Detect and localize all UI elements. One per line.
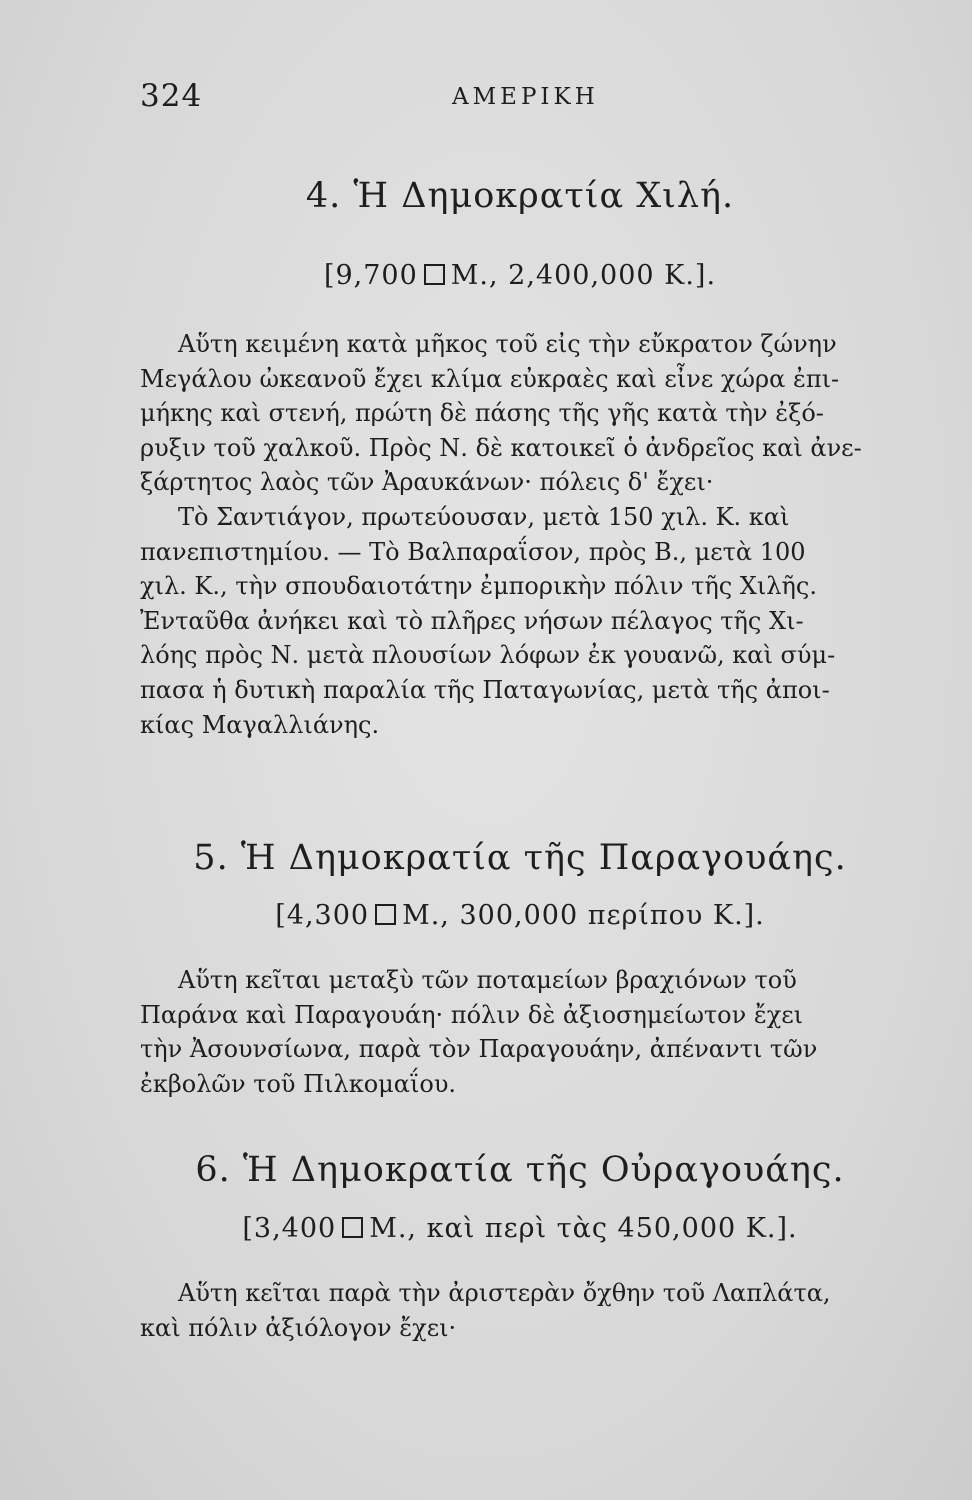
square-miles-icon: [375, 904, 396, 925]
text-line: κίας Μαγαλλιάνης.: [140, 710, 380, 739]
section-text-chile: [140, 327, 900, 742]
text-line: λόης πρὸς Ν. μετὰ πλουσίων λόφων ἐκ γουανῶ, καὶ σύμ-: [140, 641, 836, 670]
page-number: 324: [140, 78, 203, 114]
stats-area: [9,700: [323, 260, 418, 291]
stats-population: Μ., 2,400,000 Κ.].: [450, 260, 717, 291]
text-line: ρυξιν τοῦ χαλκοῦ. Πρὸς Ν. δὲ κατοικεῖ ὁ ἀνδρεῖος καὶ ἀνε-: [140, 433, 862, 462]
text-line: τὴν Ἀσουνσίωνα, παρὰ τὸν Παραγουάην, ἀπέναντι τῶν: [140, 1035, 818, 1064]
section-stats-uruguay: [140, 1213, 900, 1244]
text-line: Αὕτη κεῖται μεταξὺ τῶν ποταμείων βραχιόνων τοῦ: [178, 966, 797, 994]
running-title: ΑΜΕΡΙΚΗ: [452, 84, 599, 110]
section-text-uruguay: [140, 1276, 900, 1345]
text-line: Μεγάλου ὠκεανοῦ ἔχει κλίμα εὐκραὲς καὶ εἶνε χώρα ἐπι-: [140, 364, 840, 393]
text-line: Αὕτη κεῖται παρὰ τὴν ἀριστερὰν ὄχθην τοῦ Λαπλάτα,: [178, 1279, 831, 1307]
text-line: Αὕτη κειμένη κατὰ μῆκος τοῦ εἰς τὴν εὔκρατον ζώνην: [178, 330, 837, 358]
section-stats-paraguay: [140, 900, 900, 931]
stats-population: Μ., καὶ περὶ τὰς 450,000 Κ.].: [369, 1213, 798, 1244]
running-head: [140, 78, 900, 118]
stats-area: [3,400: [242, 1213, 337, 1244]
text-line: ξάρτητος λαὸς τῶν Ἀραυκάνων· πόλεις δ' ἔχει·: [140, 468, 714, 497]
stats-area: [4,300: [275, 900, 370, 931]
square-miles-icon: [424, 264, 445, 285]
text-line: πασα ἡ δυτικὴ παραλία τῆς Παταγωνίας, μετὰ τῆς ἀποι-: [140, 675, 830, 704]
text-line: καὶ πόλιν ἀξιόλογον ἔχει·: [140, 1313, 457, 1342]
text-line: Ἐνταῦθα ἀνήκει καὶ τὸ πλῆρες νήσων πέλαγος τῆς Χι-: [140, 606, 804, 635]
text-line: ἐκβολῶν τοῦ Πιλκομαΐου.: [140, 1069, 457, 1098]
section-text-paraguay: [140, 963, 900, 1101]
section-heading-paraguay: 5. Ἡ Δημοκρατία τῆς Παραγουάης.: [193, 838, 847, 878]
text-line: μήκης καὶ στενή, πρώτη δὲ πάσης τῆς γῆς κατὰ τὴν ἐξό-: [140, 399, 824, 428]
text-line: πανεπιστημίου. — Τὸ Βαλπαραΐσον, πρὸς Β., μετὰ 100: [140, 537, 806, 566]
text-line: Τὸ Σαντιάγον, πρωτεύουσαν, μετὰ 150 χιλ. Κ. καὶ: [178, 502, 790, 531]
square-miles-icon: [342, 1217, 363, 1238]
section-heading-uruguay: 6. Ἡ Δημοκρατία τῆς Οὐραγουάης.: [195, 1150, 845, 1190]
stats-population: Μ., 300,000 περίπου Κ.].: [402, 900, 765, 931]
text-line: Παράνα καὶ Παραγουάη· πόλιν δὲ ἀξιοσημείωτον ἔχει: [140, 1000, 804, 1029]
section-stats-chile: [140, 260, 900, 291]
text-line: χιλ. Κ., τὴν σπουδαιοτάτην ἐμπορικὴν πόλιν τῆς Χιλῆς.: [140, 572, 817, 601]
section-heading-chile: 4. Ἡ Δημοκρατία Χιλή.: [305, 176, 735, 216]
